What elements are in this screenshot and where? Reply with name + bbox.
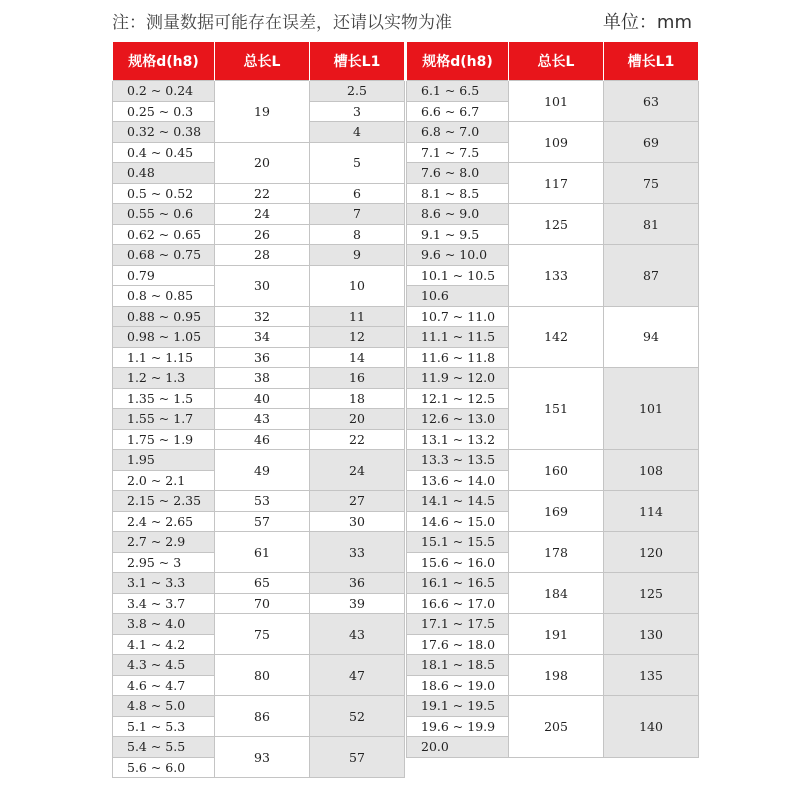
table-row — [113, 306, 405, 327]
total-length-cell: 142 — [509, 306, 604, 368]
diameter-cell: 3.1 ~ 3.3 — [113, 573, 215, 594]
diameter-cell: 11.1 ~ 11.5 — [407, 327, 509, 348]
table-row — [407, 450, 699, 471]
groove-length-cell: 7 — [310, 204, 405, 225]
diameter-cell: 19.6 ~ 19.9 — [407, 716, 509, 737]
table-row — [407, 81, 699, 102]
table-row — [407, 573, 699, 594]
total-length-cell: 34 — [215, 327, 310, 348]
table-row — [113, 573, 405, 594]
diameter-cell: 5.6 ~ 6.0 — [113, 757, 215, 778]
groove-length-cell: 2.5 — [310, 81, 405, 102]
diameter-cell: 2.4 ~ 2.65 — [113, 511, 215, 532]
table-row — [113, 593, 405, 614]
total-length-cell: 30 — [215, 265, 310, 306]
diameter-cell: 4.3 ~ 4.5 — [113, 655, 215, 676]
groove-length-cell: 87 — [604, 245, 699, 307]
total-length-cell: 151 — [509, 368, 604, 450]
groove-length-cell: 16 — [310, 368, 405, 389]
diameter-cell: 15.6 ~ 16.0 — [407, 552, 509, 573]
total-length-cell: 93 — [215, 737, 310, 778]
diameter-cell: 16.1 ~ 16.5 — [407, 573, 509, 594]
note-text: 注：测量数据可能存在误差，还请以实物为准 — [112, 13, 452, 33]
groove-length-cell: 20 — [310, 409, 405, 430]
diameter-cell: 0.5 ~ 0.52 — [113, 183, 215, 204]
diameter-cell: 0.88 ~ 0.95 — [113, 306, 215, 327]
diameter-cell: 0.32 ~ 0.38 — [113, 122, 215, 143]
diameter-cell: 1.2 ~ 1.3 — [113, 368, 215, 389]
groove-length-cell: 135 — [604, 655, 699, 696]
total-length-cell: 24 — [215, 204, 310, 225]
groove-length-cell: 12 — [310, 327, 405, 348]
header-total-length: 总长L — [509, 42, 604, 81]
groove-length-cell: 101 — [604, 368, 699, 450]
diameter-cell: 7.6 ~ 8.0 — [407, 163, 509, 184]
diameter-cell: 18.1 ~ 18.5 — [407, 655, 509, 676]
groove-length-cell: 39 — [310, 593, 405, 614]
diameter-cell: 6.8 ~ 7.0 — [407, 122, 509, 143]
diameter-cell: 12.6 ~ 13.0 — [407, 409, 509, 430]
diameter-cell: 6.6 ~ 6.7 — [407, 101, 509, 122]
total-length-cell: 184 — [509, 573, 604, 614]
table-row — [407, 532, 699, 553]
table-row — [113, 327, 405, 348]
groove-length-cell: 120 — [604, 532, 699, 573]
diameter-cell: 0.79 — [113, 265, 215, 286]
total-length-cell: 36 — [215, 347, 310, 368]
header-diameter: 规格d(h8) — [407, 42, 509, 81]
table-row — [407, 614, 699, 635]
table-row — [113, 532, 405, 553]
groove-length-cell: 9 — [310, 245, 405, 266]
groove-length-cell: 43 — [310, 614, 405, 655]
table-row — [407, 368, 699, 389]
diameter-cell: 0.55 ~ 0.6 — [113, 204, 215, 225]
total-length-cell: 191 — [509, 614, 604, 655]
total-length-cell: 65 — [215, 573, 310, 594]
groove-length-cell: 130 — [604, 614, 699, 655]
diameter-cell: 14.6 ~ 15.0 — [407, 511, 509, 532]
measurement-note — [112, 8, 692, 38]
groove-length-cell: 81 — [604, 204, 699, 245]
total-length-cell: 38 — [215, 368, 310, 389]
table-row — [407, 163, 699, 184]
diameter-cell: 2.0 ~ 2.1 — [113, 470, 215, 491]
diameter-cell: 0.4 ~ 0.45 — [113, 142, 215, 163]
groove-length-cell: 18 — [310, 388, 405, 409]
total-length-cell: 198 — [509, 655, 604, 696]
groove-length-cell: 14 — [310, 347, 405, 368]
groove-length-cell: 8 — [310, 224, 405, 245]
total-length-cell: 169 — [509, 491, 604, 532]
diameter-cell: 13.3 ~ 13.5 — [407, 450, 509, 471]
diameter-cell: 3.4 ~ 3.7 — [113, 593, 215, 614]
diameter-cell: 20.0 — [407, 737, 509, 758]
groove-length-cell: 63 — [604, 81, 699, 122]
total-length-cell: 26 — [215, 224, 310, 245]
diameter-cell: 1.1 ~ 1.15 — [113, 347, 215, 368]
diameter-cell: 17.1 ~ 17.5 — [407, 614, 509, 635]
diameter-cell: 0.8 ~ 0.85 — [113, 286, 215, 307]
groove-length-cell: 75 — [604, 163, 699, 204]
diameter-cell: 8.1 ~ 8.5 — [407, 183, 509, 204]
header-total-length: 总长L — [215, 42, 310, 81]
header-groove-length: 槽长L1 — [310, 42, 405, 81]
groove-length-cell: 47 — [310, 655, 405, 696]
total-length-cell: 61 — [215, 532, 310, 573]
groove-length-cell: 69 — [604, 122, 699, 163]
diameter-cell: 0.2 ~ 0.24 — [113, 81, 215, 102]
table-row — [113, 183, 405, 204]
spec-table-left — [112, 42, 405, 778]
diameter-cell: 4.1 ~ 4.2 — [113, 634, 215, 655]
groove-length-cell: 36 — [310, 573, 405, 594]
diameter-cell: 8.6 ~ 9.0 — [407, 204, 509, 225]
groove-length-cell: 52 — [310, 696, 405, 737]
diameter-cell: 9.6 ~ 10.0 — [407, 245, 509, 266]
header-groove-length: 槽长L1 — [604, 42, 699, 81]
diameter-cell: 16.6 ~ 17.0 — [407, 593, 509, 614]
diameter-cell: 2.15 ~ 2.35 — [113, 491, 215, 512]
total-length-cell: 133 — [509, 245, 604, 307]
diameter-cell: 13.6 ~ 14.0 — [407, 470, 509, 491]
header-diameter: 规格d(h8) — [113, 42, 215, 81]
table-row — [113, 429, 405, 450]
table-row — [113, 347, 405, 368]
table-row — [113, 204, 405, 225]
total-length-cell: 22 — [215, 183, 310, 204]
diameter-cell: 18.6 ~ 19.0 — [407, 675, 509, 696]
total-length-cell: 75 — [215, 614, 310, 655]
diameter-cell: 6.1 ~ 6.5 — [407, 81, 509, 102]
diameter-cell: 5.4 ~ 5.5 — [113, 737, 215, 758]
diameter-cell: 9.1 ~ 9.5 — [407, 224, 509, 245]
diameter-cell: 2.7 ~ 2.9 — [113, 532, 215, 553]
total-length-cell: 178 — [509, 532, 604, 573]
groove-length-cell: 22 — [310, 429, 405, 450]
diameter-cell: 1.55 ~ 1.7 — [113, 409, 215, 430]
diameter-cell: 7.1 ~ 7.5 — [407, 142, 509, 163]
table-row — [113, 491, 405, 512]
table-row — [113, 265, 405, 286]
table-row — [407, 306, 699, 327]
diameter-cell: 1.95 — [113, 450, 215, 471]
diameter-cell: 10.7 ~ 11.0 — [407, 306, 509, 327]
total-length-cell: 19 — [215, 81, 310, 143]
groove-length-cell: 94 — [604, 306, 699, 368]
table-row — [113, 737, 405, 758]
diameter-cell: 2.95 ~ 3 — [113, 552, 215, 573]
total-length-cell: 205 — [509, 696, 604, 758]
total-length-cell: 86 — [215, 696, 310, 737]
total-length-cell: 109 — [509, 122, 604, 163]
table-row — [407, 655, 699, 676]
table-row — [113, 368, 405, 389]
total-length-cell: 70 — [215, 593, 310, 614]
total-length-cell: 125 — [509, 204, 604, 245]
groove-length-cell: 108 — [604, 450, 699, 491]
total-length-cell: 49 — [215, 450, 310, 491]
diameter-cell: 0.98 ~ 1.05 — [113, 327, 215, 348]
diameter-cell: 0.68 ~ 0.75 — [113, 245, 215, 266]
groove-length-cell: 6 — [310, 183, 405, 204]
header-row — [113, 42, 405, 81]
diameter-cell: 4.8 ~ 5.0 — [113, 696, 215, 717]
diameter-cell: 10.1 ~ 10.5 — [407, 265, 509, 286]
table-row — [113, 388, 405, 409]
diameter-cell: 12.1 ~ 12.5 — [407, 388, 509, 409]
table-row — [113, 142, 405, 163]
diameter-cell: 11.9 ~ 12.0 — [407, 368, 509, 389]
total-length-cell: 101 — [509, 81, 604, 122]
table-row — [113, 511, 405, 532]
total-length-cell: 57 — [215, 511, 310, 532]
total-length-cell: 28 — [215, 245, 310, 266]
groove-length-cell: 11 — [310, 306, 405, 327]
table-row — [113, 614, 405, 635]
table-row — [407, 491, 699, 512]
table-row — [113, 245, 405, 266]
groove-length-cell: 33 — [310, 532, 405, 573]
groove-length-cell: 4 — [310, 122, 405, 143]
total-length-cell: 40 — [215, 388, 310, 409]
diameter-cell: 17.6 ~ 18.0 — [407, 634, 509, 655]
groove-length-cell: 140 — [604, 696, 699, 758]
total-length-cell: 43 — [215, 409, 310, 430]
diameter-cell: 1.75 ~ 1.9 — [113, 429, 215, 450]
groove-length-cell: 27 — [310, 491, 405, 512]
groove-length-cell: 30 — [310, 511, 405, 532]
diameter-cell: 10.6 — [407, 286, 509, 307]
diameter-cell: 0.48 — [113, 163, 215, 184]
diameter-cell: 1.35 ~ 1.5 — [113, 388, 215, 409]
diameter-cell: 5.1 ~ 5.3 — [113, 716, 215, 737]
diameter-cell: 4.6 ~ 4.7 — [113, 675, 215, 696]
table-row — [113, 224, 405, 245]
groove-length-cell: 10 — [310, 265, 405, 306]
diameter-cell: 14.1 ~ 14.5 — [407, 491, 509, 512]
table-row — [113, 655, 405, 676]
total-length-cell: 160 — [509, 450, 604, 491]
groove-length-cell: 125 — [604, 573, 699, 614]
total-length-cell: 53 — [215, 491, 310, 512]
table-row — [407, 122, 699, 143]
diameter-cell: 15.1 ~ 15.5 — [407, 532, 509, 553]
header-row — [407, 42, 699, 81]
table-row — [407, 245, 699, 266]
diameter-cell: 0.62 ~ 0.65 — [113, 224, 215, 245]
table-row — [113, 81, 405, 102]
total-length-cell: 32 — [215, 306, 310, 327]
table-row — [113, 696, 405, 717]
diameter-cell: 11.6 ~ 11.8 — [407, 347, 509, 368]
groove-length-cell: 114 — [604, 491, 699, 532]
table-row — [407, 696, 699, 717]
table-row — [113, 409, 405, 430]
groove-length-cell: 3 — [310, 101, 405, 122]
spec-table-right — [406, 42, 699, 758]
groove-length-cell: 57 — [310, 737, 405, 778]
diameter-cell: 3.8 ~ 4.0 — [113, 614, 215, 635]
diameter-cell: 0.25 ~ 0.3 — [113, 101, 215, 122]
total-length-cell: 46 — [215, 429, 310, 450]
total-length-cell: 20 — [215, 142, 310, 183]
diameter-cell: 13.1 ~ 13.2 — [407, 429, 509, 450]
total-length-cell: 117 — [509, 163, 604, 204]
groove-length-cell: 5 — [310, 142, 405, 183]
table-row — [113, 450, 405, 471]
table-row — [407, 204, 699, 225]
total-length-cell: 80 — [215, 655, 310, 696]
unit-label: 单位：mm — [602, 12, 692, 33]
groove-length-cell: 24 — [310, 450, 405, 491]
diameter-cell: 19.1 ~ 19.5 — [407, 696, 509, 717]
